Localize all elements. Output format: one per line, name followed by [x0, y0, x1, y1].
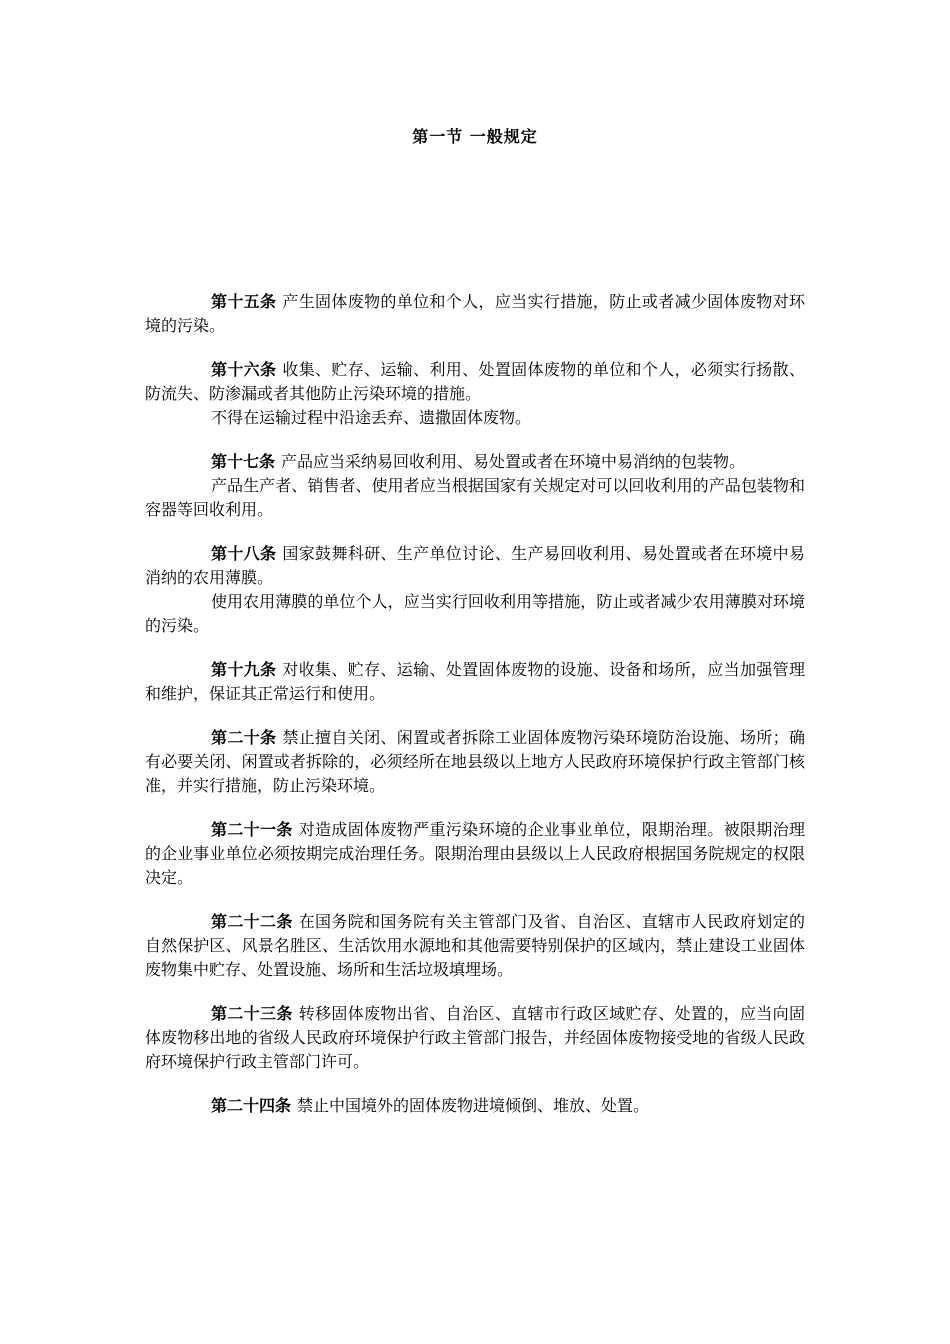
article-text: 在国务院和国务院有关主管部门及省、自治区、直辖市人民政府划定的自然保护区、风景名胜区、生活饮用水源地和其他需要特别保护的区域内，禁止建设工业固体废物集中贮存、处置设施、场所和生活垃圾填埋场。 — [145, 912, 805, 979]
article-paragraph — [145, 1094, 805, 1118]
article-number: 第十九条 — [211, 660, 277, 679]
article-paragraph — [145, 406, 805, 430]
article-text: 对收集、贮存、运输、处置固体废物的设施、设备和场所，应当加强管理和维护，保证其正常运行和使用。 — [145, 660, 805, 703]
article — [145, 358, 805, 430]
article — [145, 910, 805, 982]
article-paragraph — [145, 658, 805, 706]
article-paragraph — [145, 1002, 805, 1074]
article-paragraph — [145, 910, 805, 982]
article-text: 产品应当采纳易回收利用、易处置或者在环境中易消纳的包装物。 — [281, 452, 746, 471]
article-text: 禁止中国境外的固体废物进境倾倒、堆放、处置。 — [297, 1096, 650, 1115]
article-number: 第二十一条 — [211, 820, 293, 839]
article-paragraph — [145, 474, 805, 522]
article-text: 国家鼓舞科研、生产单位讨论、生产易回收利用、易处置或者在环境中易消纳的农用薄膜。 — [145, 544, 805, 587]
section-title: 第一节 一般规定 — [412, 127, 538, 146]
article-text: 收集、贮存、运输、利用、处置固体废物的单位和个人，必须实行扬散、防流失、防渗漏或者其他防止污染环境的措施。 — [145, 360, 805, 403]
article — [145, 1002, 805, 1074]
article-number: 第十七条 — [211, 452, 276, 471]
article-paragraph — [145, 542, 805, 590]
article-text: 不得在运输过程中沿途丢弃、遗撒固体废物。 — [211, 408, 532, 427]
article-number: 第十八条 — [211, 544, 277, 563]
article-paragraph — [145, 818, 805, 890]
article — [145, 818, 805, 890]
article-number: 第二十四条 — [211, 1096, 292, 1115]
article-paragraph — [145, 726, 805, 798]
article-paragraph — [145, 290, 805, 338]
article-text: 产生固体废物的单位和个人，应当实行措施，防止或者减少固体废物对环境的污染。 — [145, 292, 805, 335]
article-text: 转移固体废物出省、自治区、直辖市行政区域贮存、处置的，应当向固体废物移出地的省级人民政府环境保护行政主管部门报告，并经固体废物接受地的省级人民政府环境保护行政主管部门许可。 — [145, 1004, 805, 1071]
article-text: 产品生产者、销售者、使用者应当根据国家有关规定对可以回收利用的产品包装物和容器等回收利用。 — [145, 476, 805, 519]
document-body — [145, 290, 805, 1138]
article — [145, 726, 805, 798]
article — [145, 658, 805, 706]
article-number: 第二十条 — [211, 728, 277, 747]
article — [145, 542, 805, 638]
article-text: 使用农用薄膜的单位个人，应当实行回收利用等措施，防止或者减少农用薄膜对环境的污染。 — [145, 592, 805, 635]
article-number: 第十六条 — [211, 360, 277, 379]
article — [145, 450, 805, 522]
article-number: 第二十二条 — [211, 912, 293, 931]
article-text: 禁止擅自关闭、闲置或者拆除工业固体废物污染环境防治设施、场所；确有必要关闭、闲置或者拆除的，必须经所在地县级以上地方人民政府环境保护行政主管部门核准，并实行措施，防止污染环境。 — [145, 728, 805, 795]
article-paragraph — [145, 590, 805, 638]
article-number: 第十五条 — [211, 292, 277, 311]
article-text: 对造成固体废物严重污染环境的企业事业单位，限期治理。被限期治理的企业事业单位必须按期完成治理任务。限期治理由县级以上人民政府根据国务院规定的权限决定。 — [145, 820, 805, 887]
article — [145, 1094, 805, 1118]
article-paragraph — [145, 450, 805, 474]
article-paragraph — [145, 358, 805, 406]
article-number: 第二十三条 — [211, 1004, 293, 1023]
article — [145, 290, 805, 338]
